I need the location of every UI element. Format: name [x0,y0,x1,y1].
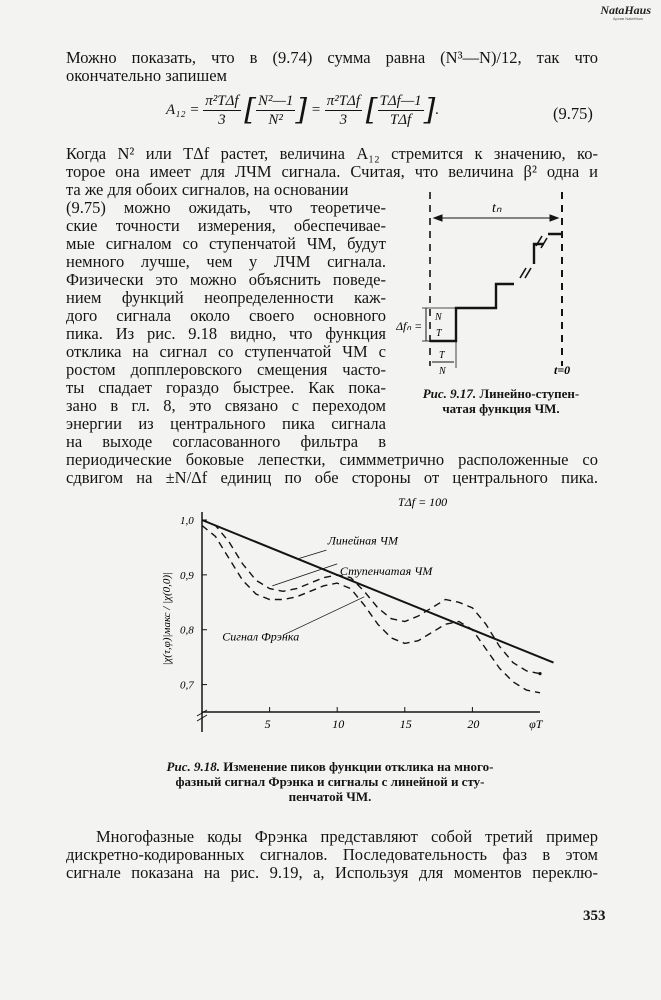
eq-fraction [325,92,362,129]
eq-num: π²TΔf [326,93,361,109]
label-n2: N [439,366,446,377]
text-line: отклика на сигнал со ступенчатой ЧМ с [66,342,386,361]
label-dfn: Δfₙ = [396,319,423,333]
label-t0: t=0 [554,363,571,377]
x-tick-label: 20 [467,717,480,731]
text-line: окончательно запишем [66,66,227,85]
text-line: ские точности измерения, обеспечивае- [66,216,386,235]
eq-fraction [256,92,295,129]
eq-den: TΔf [389,112,412,128]
label-n: N [435,312,442,323]
text-line: зано в гл. 8, это связано с переходом [66,396,386,415]
bracket-open: [ [244,92,257,128]
eq-den: 3 [218,112,226,128]
series-annotation: Сигнал Фрэнка [222,629,300,644]
series-annotation: Ступенчатая ЧМ [339,563,433,578]
chart-title: TΔf = 100 [398,495,448,509]
eq-end: . [435,101,440,118]
equation-9-75 [166,92,439,129]
x-tick-label: 5 [264,717,271,731]
paragraph-3 [66,828,598,882]
publisher-logo: NataHaus [600,3,651,17]
text-line: Физически это можно объяснить поведе- [66,270,386,289]
text-line: дискретно-кодированных сигналов. Последовательность фаз в этом [66,845,598,864]
stray-dot [538,672,541,675]
eq-sign: = [310,101,321,118]
label-tn: tₙ [492,201,502,216]
y-tick-label: 0,7 [180,679,194,692]
figure-9-17 [396,186,606,386]
text-line: сдвигом на ±N/Δf единиц по обе стороны от центрального пика. [66,468,598,487]
caption-text: Линейно-ступен- [479,386,580,401]
text-line: на выходе согласованного фильтра в [66,432,386,451]
text-line: дого сигнала около своего основного [66,306,386,325]
label-t: T [436,328,442,339]
series-annotation: Линейная ЧМ [327,533,398,548]
text-line: пика. Из рис. 9.18 видно, что функция [66,324,386,343]
text-line: периодические боковые лепестки, симмметрично расположенные со [66,450,598,469]
caption-text: Изменение пиков функции отклика на много- [223,759,494,774]
publisher-logo-tagline: Архив NataHaus [612,16,643,21]
x-tick-label: 15 [399,717,412,731]
eq-sign: = [189,101,200,118]
caption-number: Рис. 9.17. [422,386,477,401]
paragraph-2-column [66,181,386,451]
paragraph-2-top [66,145,598,181]
y-tick-label: 0,9 [180,569,194,582]
paragraph-1 [66,49,598,85]
text-line: (9.75) можно ожидать, что теоретиче- [66,198,386,217]
text-line: Когда N² или TΔf растет, величина A₁₂ стремится к значению, ко- [66,144,598,163]
text-line: нием функций неопределенности каж- [66,288,386,307]
caption-text: чатая функция ЧМ. [442,401,560,416]
page-number: 353 [583,908,606,924]
eq-lhs: A₁₂ [166,101,186,118]
figure-9-18-caption [100,759,560,804]
eq-num: π²TΔf [205,93,239,109]
caption-text: фазный сигнал Фрэнка и сигналы с линейной и сту- [175,774,485,789]
step-function-line [430,234,562,341]
text-line: сигнале показана на рис. 9.19, а, Используя для моментов переклю- [66,863,598,882]
text-line: энергии из центрального пика сигнала [66,414,386,433]
eq-den: 3 [339,112,348,128]
caption-number: Рис. 9.18. [166,759,220,774]
text-line: Многофазные коды Фрэнка представляют собой третий пример [96,827,598,846]
eq-num: TΔf—1 [379,93,422,109]
y-axis-label: |χ(τ,φ)|макс / |χ(0,0)| [161,571,173,666]
x-axis-label: φT [529,717,543,731]
label-t2: T [439,350,445,361]
equation-number: (9.75) [553,104,593,123]
bracket-open: [ [365,92,378,128]
text-line: та же для обоих сигналов, на основании [66,180,349,199]
y-tick-label: 0,8 [180,624,194,637]
text-line: мые сигналом со ступенчатой ЧМ, будут [66,234,386,253]
figure-9-18-chart [140,490,560,755]
text-line: Можно показать, что в (9.74) сумма равна (N³—N)/12, так что [66,48,598,67]
eq-num: N²—1 [258,93,294,109]
bracket-close: ] [295,92,308,128]
figure-9-17-caption [398,386,604,416]
eq-fraction [203,92,240,129]
text-line: ты спадает гораздо быстрее. Как пока- [66,378,386,397]
text-line: ростом допплеровского смещения часто- [66,360,386,379]
y-tick-label: 1,0 [180,515,194,527]
text-line: торое она имеет для ЛЧМ сигнала. Считая, что величина β² одна и [66,162,598,181]
text-line: немного лучше, чем у ЛЧМ сигнала. [66,252,386,271]
series-line-3 [202,526,540,693]
annotation-leader [299,550,326,558]
bracket-close: ] [423,92,436,128]
paragraph-2-bottom [66,451,598,487]
annotation-leader [272,564,337,586]
eq-den: N² [268,112,283,128]
caption-text: пенчатой ЧМ. [288,789,372,804]
eq-fraction [378,92,424,129]
x-tick-label: 10 [332,717,345,731]
